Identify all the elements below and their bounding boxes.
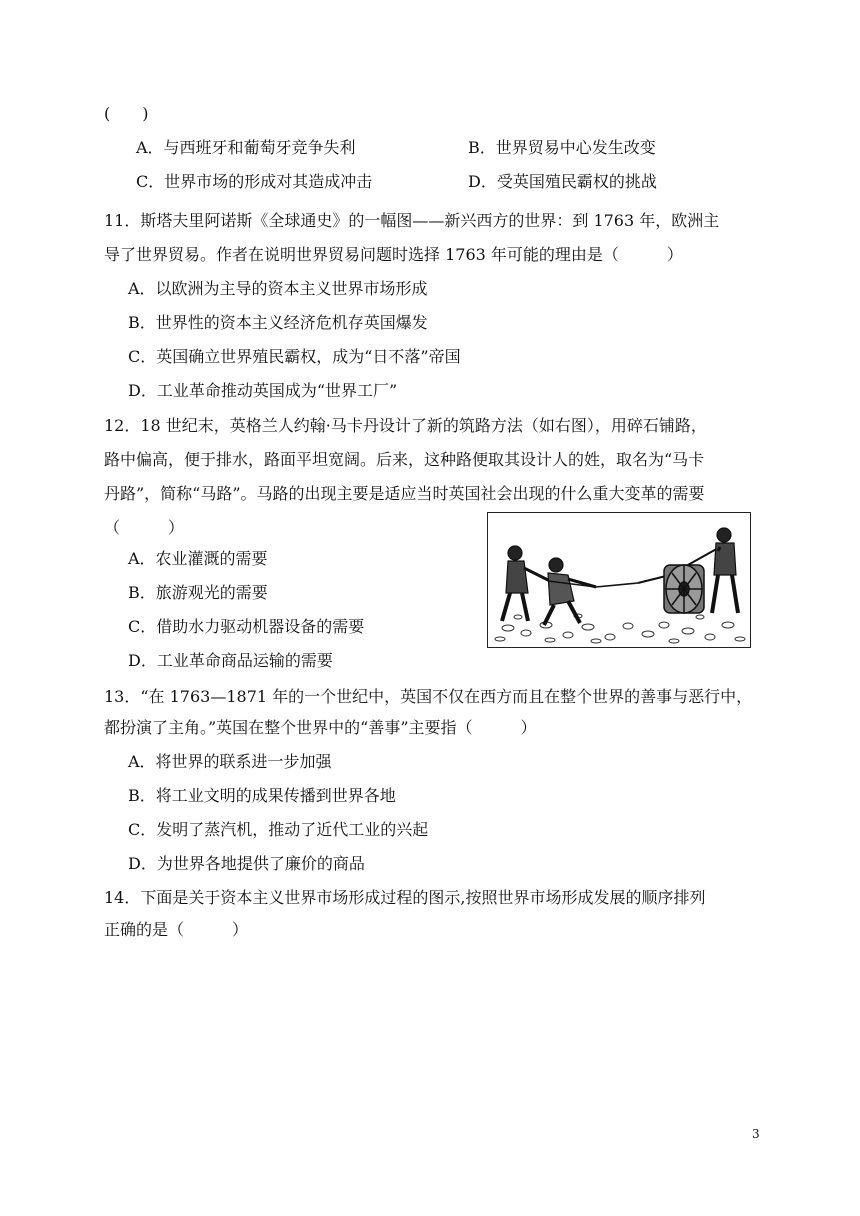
q10-option-b: B．世界贸易中心发生改变	[468, 138, 656, 157]
q13-stem-line-2: 都扮演了主角。”英国在整个世界中的“善事”主要指（ ）	[104, 718, 537, 737]
q12-stem-line-2: 路中偏高，便于排水，路面平坦宽阔。后来，这种路便取其设计人的姓，取名为“马卡	[104, 450, 705, 469]
q14-stem-line-2: 正确的是（ ）	[104, 920, 249, 939]
q12-stem-line-3: 丹路”，简称“马路”。马路的出现主要是适应当时英国社会出现的什么重大变革的需要	[104, 484, 705, 503]
q13-option-a: A．将世界的联系进一步加强	[128, 752, 332, 771]
road-building-illustration	[487, 512, 751, 648]
q12-option-a: A．农业灌溉的需要	[128, 549, 268, 568]
q12-option-d: D．工业革命商品运输的需要	[128, 651, 333, 670]
q13-stem-line-1: 13．“在 1763—1871 年的一个世纪中，英国不仅在西方而且在整个世界的善事与恶行中，	[104, 687, 753, 706]
q12-option-b: B．旅游观光的需要	[128, 583, 268, 602]
q10-stem-tail: ( )	[104, 104, 149, 123]
q13-option-b: B．将工业文明的成果传播到世界各地	[128, 786, 396, 805]
q11-option-b: B．世界性的资本主义经济危机存英国爆发	[128, 313, 428, 332]
q10-option-a: A．与西班牙和葡萄牙竞争失利	[136, 138, 356, 157]
q12-stem-line-1: 12．18 世纪末，英格兰人约翰·马卡丹设计了新的筑路方法（如右图），用碎石铺路，	[104, 416, 707, 435]
q14-stem-line-1: 14．下面是关于资本主义世界市场形成过程的图示,按照世界市场形成发展的顺序排列	[104, 888, 706, 907]
q12-stem-line-4: （ ）	[104, 518, 185, 537]
q12-option-c: C．借助水力驱动机器设备的需要	[128, 617, 365, 636]
q11-stem-line-2: 导了世界贸易。作者在说明世界贸易问题时选择 1763 年可能的理由是（ ）	[104, 245, 683, 264]
q13-option-d: D．为世界各地提供了廉价的商品	[128, 854, 365, 873]
q11-stem-line-1: 11．斯塔夫里阿诺斯《全球通史》的一幅图——新兴西方的世界：到 1763 年，欧洲主	[104, 211, 720, 230]
page-number: 3	[752, 1127, 760, 1141]
q11-option-d: D．工业革命推动英国成为“世界工厂”	[128, 381, 398, 400]
q10-option-d: D．受英国殖民霸权的挑战	[468, 172, 657, 191]
q10-option-c: C．世界市场的形成对其造成冲击	[136, 172, 373, 191]
q11-option-a: A．以欧洲为主导的资本主义世界市场形成	[128, 279, 428, 298]
road-roller-drawing	[488, 513, 750, 647]
q11-option-c: C．英国确立世界殖民霸权，成为“日不落”帝国	[128, 347, 461, 366]
q13-option-c: C．发明了蒸汽机，推动了近代工业的兴起	[128, 820, 429, 839]
